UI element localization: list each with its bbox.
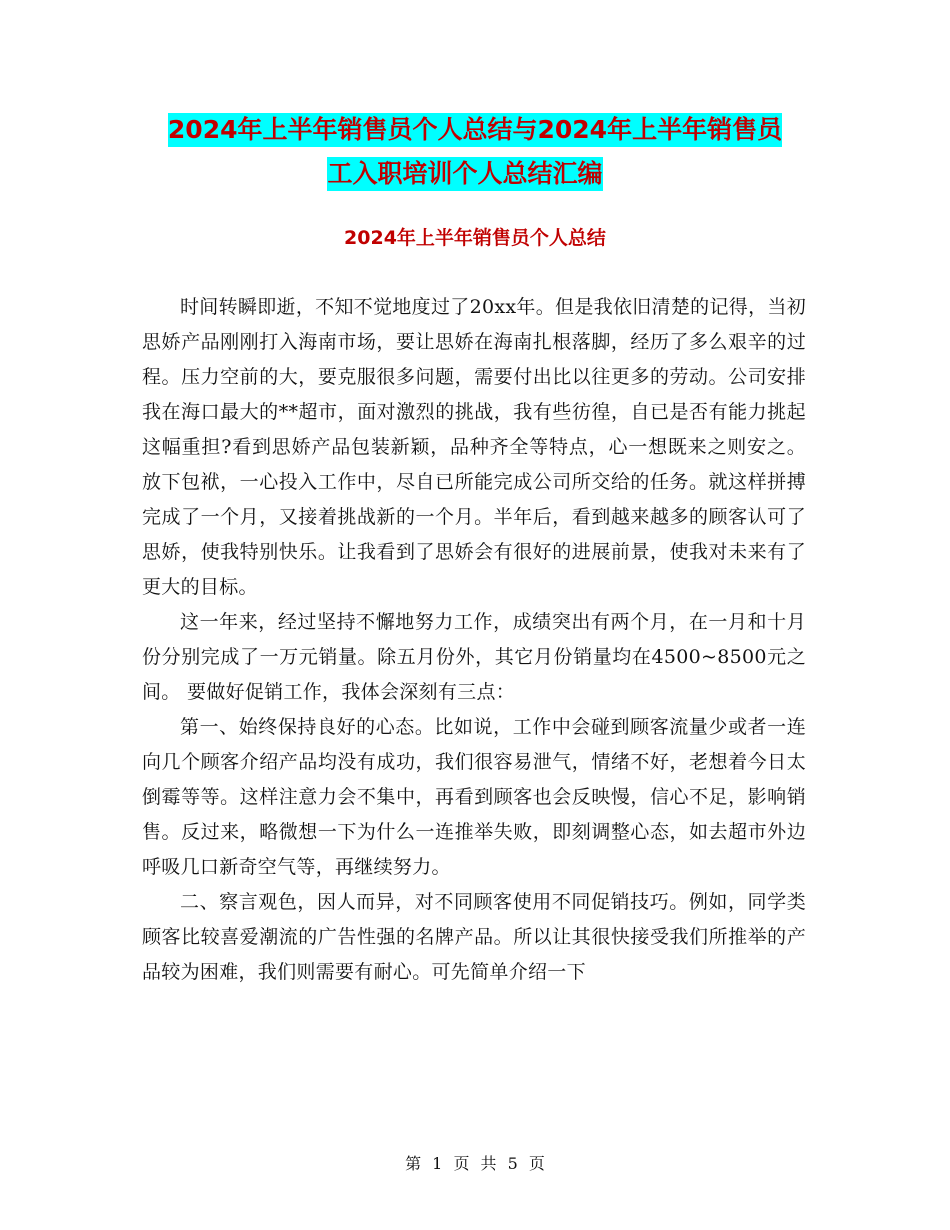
- page-footer: 第 1 页 共 5 页: [405, 1154, 545, 1173]
- paragraph-3: 第一、始终保持良好的心态。比如说，工作中会碰到顾客流量少或者一连向几个顾客介绍产品均没有成功，我们很容易泄气，情绪不好，老想着今日太倒霉等等。这样注意力会不集中，再看到顾客也会反映慢，信心不足，影响销售。反过来，略微想一下为什么一连推举失败，即刻调整心态，如去超市外边呼吸几口新奇空气等，再继续努力。: [142, 716, 806, 878]
- paragraph-1: 时间转瞬即逝，不知不觉地度过了20xx年。但是我依旧清楚的记得，当初思娇产品刚刚打入海南市场，要让思娇在海南扎根落脚，经历了多么艰辛的过程。压力空前的大，要克服很多问题，需要付出比以往更多的劳动。公司安排我在海口最大的**超市，面对激烈的挑战，我有些彷徨，自已是否有能力挑起这幅重担?看到思娇产品包装新颖，品种齐全等特点，心一想既来之则安之。放下包袱，一心投入工作中，尽自已所能完成公司所交给的任务。就这样拼搏完成了一个月，又接着挑战新的一个月。半年后，看到越来越多的顾客认可了思娇，使我特别快乐。让我看到了思娇会有很好的进展前景，使我对未来有了更大的目标。: [142, 296, 806, 598]
- document-title-text-2: 工入职培训个人总结汇编: [327, 157, 602, 191]
- paragraph-4: 二、察言观色，因人而异，对不同顾客使用不同促销技巧。例如，同学类顾客比较喜爱潮流的广告性强的名牌产品。所以让其很快接受我们所推举的产品较为困难，我们则需要有耐心。可先简单介绍一下: [142, 891, 806, 983]
- document-title-line-2: [0, 160, 940, 188]
- document-title-line-1: [0, 116, 950, 144]
- document-body: [142, 290, 806, 990]
- paragraph-2: 这一年来，经过坚持不懈地努力工作，成绩突出有两个月，在一月和十月份分别完成了一万元销量。除五月份外，其它月份销量均在4500~8500元之间。 要做好促销工作，我体会深刻有三点：: [142, 611, 806, 703]
- section-heading: 2024年上半年销售员个人总结: [344, 227, 606, 249]
- document-title-text-1: 2024年上半年销售员个人总结与2024年上半年销售员: [168, 113, 782, 147]
